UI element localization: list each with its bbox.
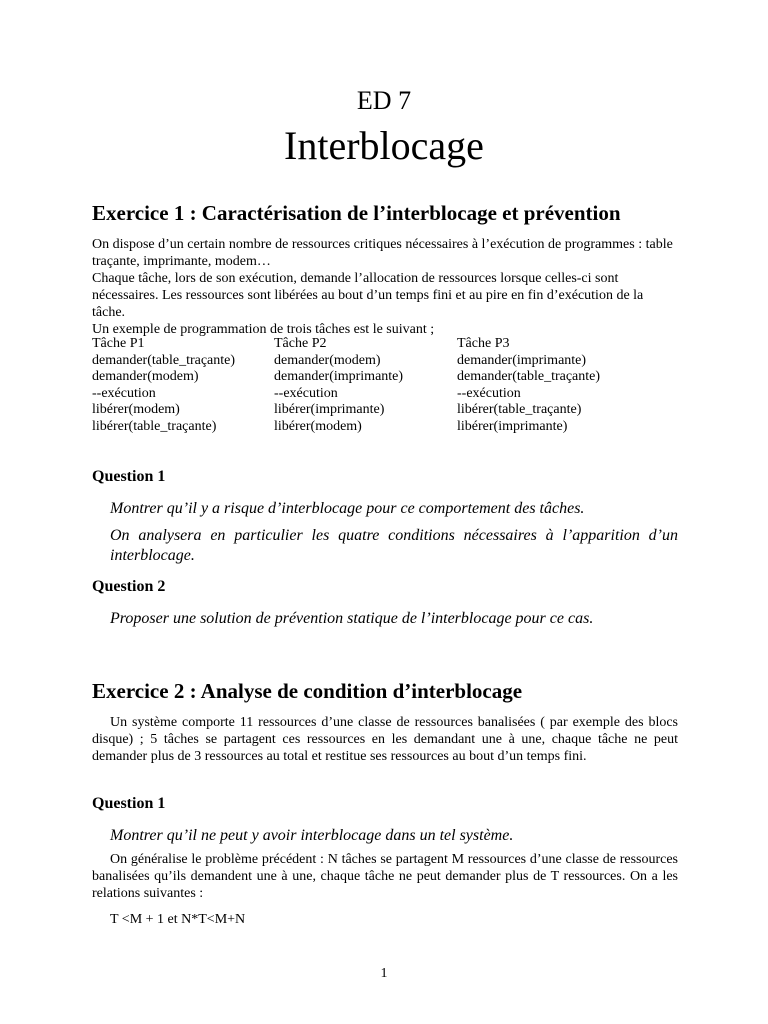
- task-p2-code: [274, 336, 403, 436]
- code-line: libérer(modem): [92, 402, 180, 418]
- code-line: demander(imprimante): [457, 352, 587, 368]
- code-line: demander(imprimante): [274, 369, 404, 385]
- document-subtitle: ED 7: [356, 86, 412, 115]
- exercise2-question1-text: Montrer qu’il ne peut y avoir interblocage dans un tel système.: [110, 827, 514, 844]
- document-title: Interblocage: [284, 123, 484, 168]
- exercise2-question1-heading: Question 1: [92, 795, 166, 812]
- task-p1-code: [92, 336, 235, 436]
- exercise1-question1-heading: Question 1: [92, 468, 166, 485]
- code-line: libérer(table_traçante): [457, 402, 582, 418]
- page-number: 1: [380, 966, 388, 981]
- code-line: Tâche P3: [457, 336, 510, 351]
- task-p3-code: [457, 336, 600, 436]
- code-line: libérer(imprimante): [274, 402, 385, 418]
- exercise1-question2-heading: Question 2: [92, 578, 166, 595]
- exercise1-paragraph-1: On dispose d’un certain nombre de ressources critiques nécessaires à l’exécution de programmes : table traçante, imprimante, modem…: [92, 237, 673, 269]
- code-line: demander(table_traçante): [457, 369, 601, 385]
- code-line: Tâche P2: [274, 336, 327, 351]
- exercise1-question1-detail: On analysera en particulier les quatre conditions nécessaires à l’apparition d’un interblocage.: [110, 527, 678, 564]
- exercise1-question1-text: Montrer qu’il y a risque d’interblocage pour ce comportement des tâches.: [110, 500, 585, 517]
- exercise2-paragraph-1: Un système comporte 11 ressources d’une classe de ressources banalisées ( par exemple des blocs disque) ; 5 tâches se partagent ces ressources en les demandant une à une, chaque tâche ne peut demander plus de 3 ressources au total et restitue ses ressources au bout d’un temps fini.: [92, 715, 678, 764]
- code-line: libérer(imprimante): [457, 418, 568, 434]
- code-line: --exécution: [457, 385, 521, 401]
- exercise1-paragraph-3: Un exemple de programmation de trois tâches est le suivant ;: [92, 322, 435, 337]
- code-line: demander(modem): [274, 352, 381, 368]
- code-line: --exécution: [274, 385, 338, 401]
- exercise2-heading: Exercice 2 : Analyse de condition d’interblocage: [92, 679, 523, 703]
- exercise2-relation: T <M + 1 et N*T<M+N: [110, 912, 246, 927]
- code-line: libérer(table_traçante): [92, 418, 217, 434]
- exercise1-question2-text: Proposer une solution de prévention statique de l’interblocage pour ce cas.: [110, 610, 594, 627]
- code-line: demander(table_traçante): [92, 352, 236, 368]
- code-line: libérer(modem): [274, 418, 362, 434]
- code-line: demander(modem): [92, 369, 199, 385]
- code-line: Tâche P1: [92, 336, 145, 351]
- exercise1-heading: Exercice 1 : Caractérisation de l’interblocage et prévention: [92, 201, 621, 225]
- code-line: --exécution: [92, 385, 156, 401]
- exercise2-paragraph-2: On généralise le problème précédent : N tâches se partagent M ressources d’une classe de ressources banalisées qu’ils demandent une à une, chaque tâche ne peut demander plus de T ressources. On a les relations suivantes :: [92, 852, 678, 901]
- exercise1-paragraph-2: Chaque tâche, lors de son exécution, demande l’allocation de ressources lorsque celles-ci sont nécessaires. Les ressources sont libérées au bout d’un temps fini et au pire en fin d’exécution de la tâche.: [92, 271, 644, 320]
